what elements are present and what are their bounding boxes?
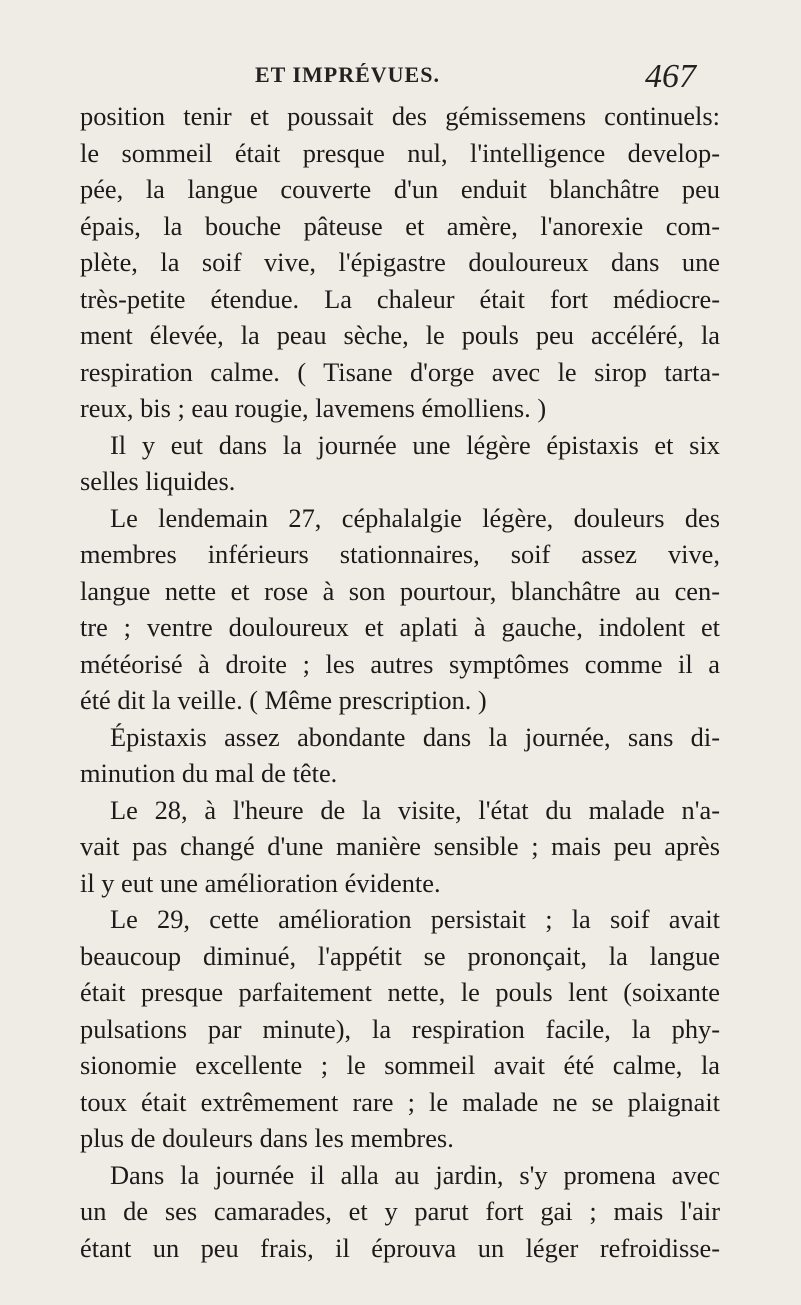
body-text xyxy=(80,98,720,1266)
text-line: étant un peu frais, il éprouva un léger refroidisse- xyxy=(80,1232,720,1263)
text-line: Le 29, cette amélioration persistait ; la soif avait xyxy=(110,904,720,934)
text-line: toux était extrêmement rare ; le malade ne se plaignait xyxy=(80,1086,720,1117)
text-line: il y eut une amélioration évidente. xyxy=(80,867,441,898)
text-line: vait pas changé d'une manière sensible ; mais peu après xyxy=(80,831,720,861)
text-line: un de ses camarades, et y parut fort gai ; mais l'air xyxy=(80,1196,720,1226)
text-line: respiration calme. ( Tisane d'orge avec le sirop tarta- xyxy=(80,356,720,387)
page-number: 467 xyxy=(645,58,696,95)
text-line: Le lendemain 27, céphalalgie légère, douleurs des xyxy=(110,502,720,533)
text-line: position tenir et poussait des gémissemens continuels: xyxy=(80,101,720,131)
text-line: langue nette et rose à son pourtour, blanchâtre au cen- xyxy=(80,575,720,606)
text-line: météorisé à droite ; les autres symptômes comme il a xyxy=(80,648,720,679)
running-title: ET IMPRÉVUES. xyxy=(255,62,440,87)
text-line: selles liquides. xyxy=(80,466,236,496)
text-line: Il y eut dans la journée une légère épistaxis et six xyxy=(110,429,720,460)
text-line: Épistaxis assez abondante dans la journée, sans di- xyxy=(110,721,720,752)
text-line: le sommeil était presque nul, l'intelligence develop- xyxy=(80,137,720,168)
text-line: plète, la soif vive, l'épigastre douloureux dans une xyxy=(80,247,720,277)
text-line: été dit la veille. ( Même prescription. ) xyxy=(80,685,487,715)
text-line: pulsations par minute), la respiration facile, la phy- xyxy=(80,1013,720,1044)
text-line: Le 28, à l'heure de la visite, l'état du malade n'a- xyxy=(110,794,720,825)
text-line: pée, la langue couverte d'un enduit blanchâtre peu xyxy=(80,174,720,204)
text-line: tre ; ventre douloureux et aplati à gauche, indolent et xyxy=(80,612,720,642)
text-line: membres inférieurs stationnaires, soif assez vive, xyxy=(80,539,720,569)
text-line: sionomie excellente ; le sommeil avait été calme, la xyxy=(80,1050,720,1080)
text-line: très-petite étendue. La chaleur était fort médiocre- xyxy=(80,283,720,314)
text-line: épais, la bouche pâteuse et amère, l'anorexie com- xyxy=(80,210,720,241)
text-line: reux, bis ; eau rougie, lavemens émolliens. ) xyxy=(80,393,547,423)
text-line: plus de douleurs dans les membres. xyxy=(80,1123,454,1153)
text-line: ment élevée, la peau sèche, le pouls peu accéléré, la xyxy=(80,320,720,350)
text-line: beaucoup diminué, l'appétit se prononçait, la langue xyxy=(80,940,720,971)
text-line: était presque parfaitement nette, le pouls lent (soixante xyxy=(80,977,720,1007)
text-line: minution du mal de tête. xyxy=(80,758,338,788)
text-line: Dans la journée il alla au jardin, s'y promena avec xyxy=(110,1159,720,1190)
